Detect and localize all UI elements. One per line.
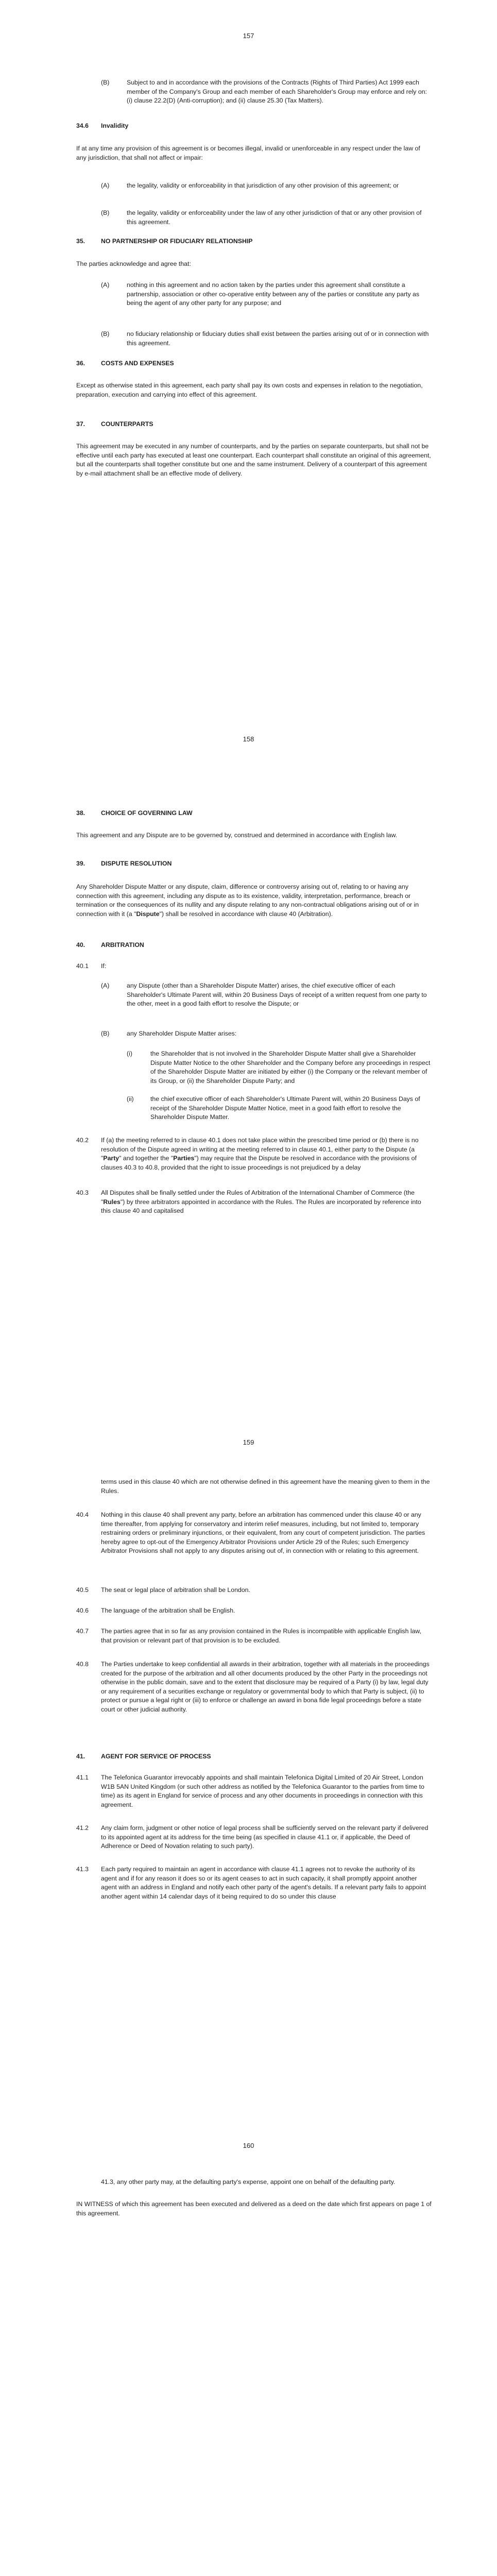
paragraph: [101, 1136, 432, 1172]
page-number: 160: [243, 2142, 254, 2149]
paragraph: 41.3, any other party may, at the defaulting party's expense, appoint one on behalf of the defaulting party.: [101, 2178, 396, 2185]
clause-number: 38.: [76, 809, 85, 817]
clause-heading: AGENT FOR SERVICE OF PROCESS: [101, 1753, 211, 1760]
defined-term: Dispute: [136, 910, 160, 918]
paragraph: The parties agree that in so far as any provision contained in the Rules is incompatible with applicable English law, that provision or relevant part of that provision is to be excluded.: [101, 1628, 422, 1644]
clause-number: 37.: [76, 420, 85, 428]
clause-number: 40.5: [76, 1586, 89, 1594]
defined-term: Party: [103, 1155, 119, 1162]
paragraph: Each party required to maintain an agent in accordance with clause 41.1 agrees not to revoke the authority of its agent and if for any reason it does so or its agent ceases to act in such capacity, it shall promptly appoint another agent with an address in England and notify each other party of the agent's details. If a relevant party fails to appoint another agent within 14 calendar days of it being required to do so under this clause: [101, 1866, 426, 1900]
clause-number: 41.3: [76, 1866, 89, 1873]
page-number: 157: [243, 32, 254, 40]
item-text: Subject to and in accordance with the provisions of the Contracts (Rights of Third Parties) Act 1999 each member of the Company's Group and each member of each Shareholder's Group may enforce and rely on: (i) clause 22.2(D) (Anti-corruption); and (ii) clause 25.30 (Tax Matters).: [127, 79, 427, 105]
clause-number: 40.6: [76, 1607, 89, 1614]
text: " and together the ": [119, 1155, 174, 1162]
item-label: (B): [101, 209, 110, 216]
clause-number: 40.4: [76, 1511, 89, 1518]
sub-item-label: (ii): [127, 1095, 134, 1103]
paragraph: The Parties undertake to keep confidential all awards in their arbitration, together with all materials in the proceedings created for the purpose of the arbitration and all other documents produced by the other Party in the proceedings not otherwise in the public domain, save and to the extent that disclosure may be required of a Party (i) by law, legal duty or any requirement of a securities exchange or regulatory or governmental body to which that Party is subject, (ii) to protect or pursue a legal right or (iii) to enforce or challenge an award in bona fide legal proceedings before a state court or other judicial authority.: [101, 1660, 430, 1713]
clause-number: 40.7: [76, 1628, 89, 1635]
text: ") may require that the Dispute be resolved in accordance with the provisions of clauses 40.3 to 40.8, provided that the right to issue proceedings is not prejudiced by a delay: [101, 1155, 417, 1171]
clause-number: 40.3: [76, 1189, 89, 1196]
clause-heading: COUNTERPARTS: [101, 420, 153, 428]
item-label: (B): [101, 79, 110, 86]
clause-number: 40.: [76, 941, 85, 948]
paragraph: [101, 1189, 432, 1216]
defined-term: Parties: [173, 1155, 195, 1162]
clause-number: 36.: [76, 360, 85, 367]
item-text: any Shareholder Dispute Matter arises:: [127, 1030, 237, 1037]
sub-item-text: the Shareholder that is not involved in the Shareholder Dispute Matter shall give a Shareholder Dispute Matter Notice to the other Shareholder and the Company before any proceedings in respect of the Shareholder Dispute Matter are initiated by either (i) the Company or the relevant member of its Group, or (ii) the Shareholder Dispute Party; and: [150, 1050, 431, 1084]
item-text: any Dispute (other than a Shareholder Dispute Matter) arises, the chief executive officer of each Shareholder's Ultimate Parent will, within 20 Business Days of receipt of a written request from one party to the other, meet in a good faith effort to resolve the Dispute; or: [127, 982, 427, 1008]
text: ") by three arbitrators appointed in accordance with the Rules. The Rules are incorporated by reference into this clause 40 and capitalised: [101, 1198, 421, 1215]
paragraph: terms used in this clause 40 which are not otherwise defined in this agreement have the meaning given to them in the Rules.: [101, 1478, 430, 1495]
sub-item-label: (i): [127, 1050, 132, 1057]
clause-number: 39.: [76, 860, 85, 867]
paragraph: Nothing in this clause 40 shall prevent any party, before an arbitration has commenced under this clause 40 or any time thereafter, from applying for conservatory and interim relief measures, including, but not limited to, temporary restraining orders or preliminary injunctions, or their equivalent, from any court of competent jurisdiction. The parties hereby agree to opt-out of the Emergency Arbitrator Provisions under Article 29 of the Rules; such Emergency Arbitrator Provisions shall not apply to any disputes arising out of, in connection with or relating to this agreement.: [101, 1511, 425, 1555]
item-label: (A): [101, 982, 110, 989]
item-label: (A): [101, 182, 110, 189]
page-number: 158: [243, 735, 254, 743]
item-text: the legality, validity or enforceability under the law of any other jurisdiction of that or any other provision of this agreement.: [127, 209, 422, 226]
text: Any Shareholder Dispute Matter or any dispute, claim, difference or controversy arising out of, relating to or having any connection with this agreement, including any dispute as to its existence, validity, interpretation, performance, breach or termination or the consequences of its nullity and any dispute relating to any non-contractual obligations arising out of or in connection with it (a ": [76, 883, 419, 918]
sub-item-text: the chief executive officer of each Shareholder's Ultimate Parent will, within 20 Business Days of receipt of the Shareholder Dispute Matter Notice, meet in a good faith effort to resolve the Shareholder Dispute Matter.: [150, 1095, 420, 1121]
clause-number: 34.6: [76, 122, 89, 129]
clause-number: 41.2: [76, 1824, 89, 1832]
paragraph: The language of the arbitration shall be English.: [101, 1607, 235, 1614]
paragraph: Any claim form, judgment or other notice of legal process shall be sufficiently served on the relevant party if delivered to its appointed agent at its address for the time being (as specified in clause 41.1 or, if applicable, the Deed of Adherence or Deed of Novation relating to such party).: [101, 1824, 429, 1850]
page-160: [0, 2110, 497, 2576]
text: All Disputes shall be finally settled under the Rules of Arbitration of the International Chamber of Commerce (the ": [101, 1189, 415, 1206]
item-text: the legality, validity or enforceability in that jurisdiction of any other provision of this agreement; or: [127, 182, 399, 189]
clause-number: 41.: [76, 1753, 85, 1760]
paragraph: This agreement and any Dispute are to be governed by, construed and determined in accordance with English law.: [76, 832, 398, 839]
page-158: [0, 703, 497, 1406]
paragraph: The parties acknowledge and agree that:: [76, 260, 191, 267]
paragraph: Except as otherwise stated in this agreement, each party shall pay its own costs and expenses in relation to the negotiation, preparation, execution and carrying into effect of this agreement.: [76, 382, 423, 398]
paragraph: If:: [101, 962, 107, 970]
page-number: 159: [243, 1438, 254, 1446]
item-text: nothing in this agreement and no action taken by the parties under this agreement shall constitute a partnership, association or other co-operative entity between any of the parties or constitute any party as being the agent of any other party for any purpose; and: [127, 281, 420, 307]
page-159: [0, 1406, 497, 2110]
item-label: (A): [101, 281, 110, 289]
paragraph: The seat or legal place of arbitration shall be London.: [101, 1586, 250, 1594]
clause-heading: COSTS AND EXPENSES: [101, 360, 174, 367]
item-label: (B): [101, 330, 110, 337]
clause-number: 41.1: [76, 1774, 89, 1781]
clause-heading: DISPUTE RESOLUTION: [101, 860, 172, 867]
clause-number: 40.2: [76, 1137, 89, 1144]
clause-heading: Invalidity: [101, 122, 129, 129]
paragraph: If at any time any provision of this agreement is or becomes illegal, invalid or unenforceable in any respect under the law of any jurisdiction, that shall not affect or impair:: [76, 145, 420, 161]
paragraph: The Telefonica Guarantor irrevocably appoints and shall maintain Telefonica Digital Limited of 20 Air Street, London W1B 5AN United Kingdom (or such other address as notified by the Telefonica Guarantor to the parties from time to time) as its agent in England for service of process and any other documents in proceedings in connection with this agreement.: [101, 1774, 424, 1808]
item-text: no fiduciary relationship or fiduciary duties shall exist between the parties arising out of or in connection with this agreement.: [127, 330, 429, 347]
clause-number: 40.1: [76, 962, 89, 970]
clause-heading: CHOICE OF GOVERNING LAW: [101, 809, 193, 817]
clause-heading: NO PARTNERSHIP OR FIDUCIARY RELATIONSHIP: [101, 238, 253, 245]
clause-heading: ARBITRATION: [101, 941, 144, 948]
paragraph: [76, 883, 432, 919]
page-157: [0, 0, 497, 703]
item-label: (B): [101, 1030, 110, 1037]
defined-term: Rules: [103, 1198, 121, 1206]
clause-number: 35.: [76, 238, 85, 245]
clause-number: 40.8: [76, 1660, 89, 1668]
text: ") shall be resolved in accordance with clause 40 (Arbitration).: [159, 910, 333, 918]
paragraph: IN WITNESS of which this agreement has been executed and delivered as a deed on the date which first appears on page 1 of this agreement.: [76, 2200, 432, 2217]
text: If (a) the meeting referred to in clause 40.1 does not take place within the prescribed time period or (b) there is no resolution of the Dispute agreed in writing at the meeting referred to in clause 40.1, either party to the Dispute (a ": [101, 1137, 419, 1162]
paragraph: This agreement may be executed in any number of counterparts, and by the parties on separate counterparts, but shall not be effective until each party has executed at least one counterpart. Each counterpart shall constitute an original of this agreement, but all the counterparts shall together constitute but one and the same instrument. Delivery of a counterpart of this agreement by e-mail attachment shall be an effective mode of delivery.: [76, 443, 431, 477]
